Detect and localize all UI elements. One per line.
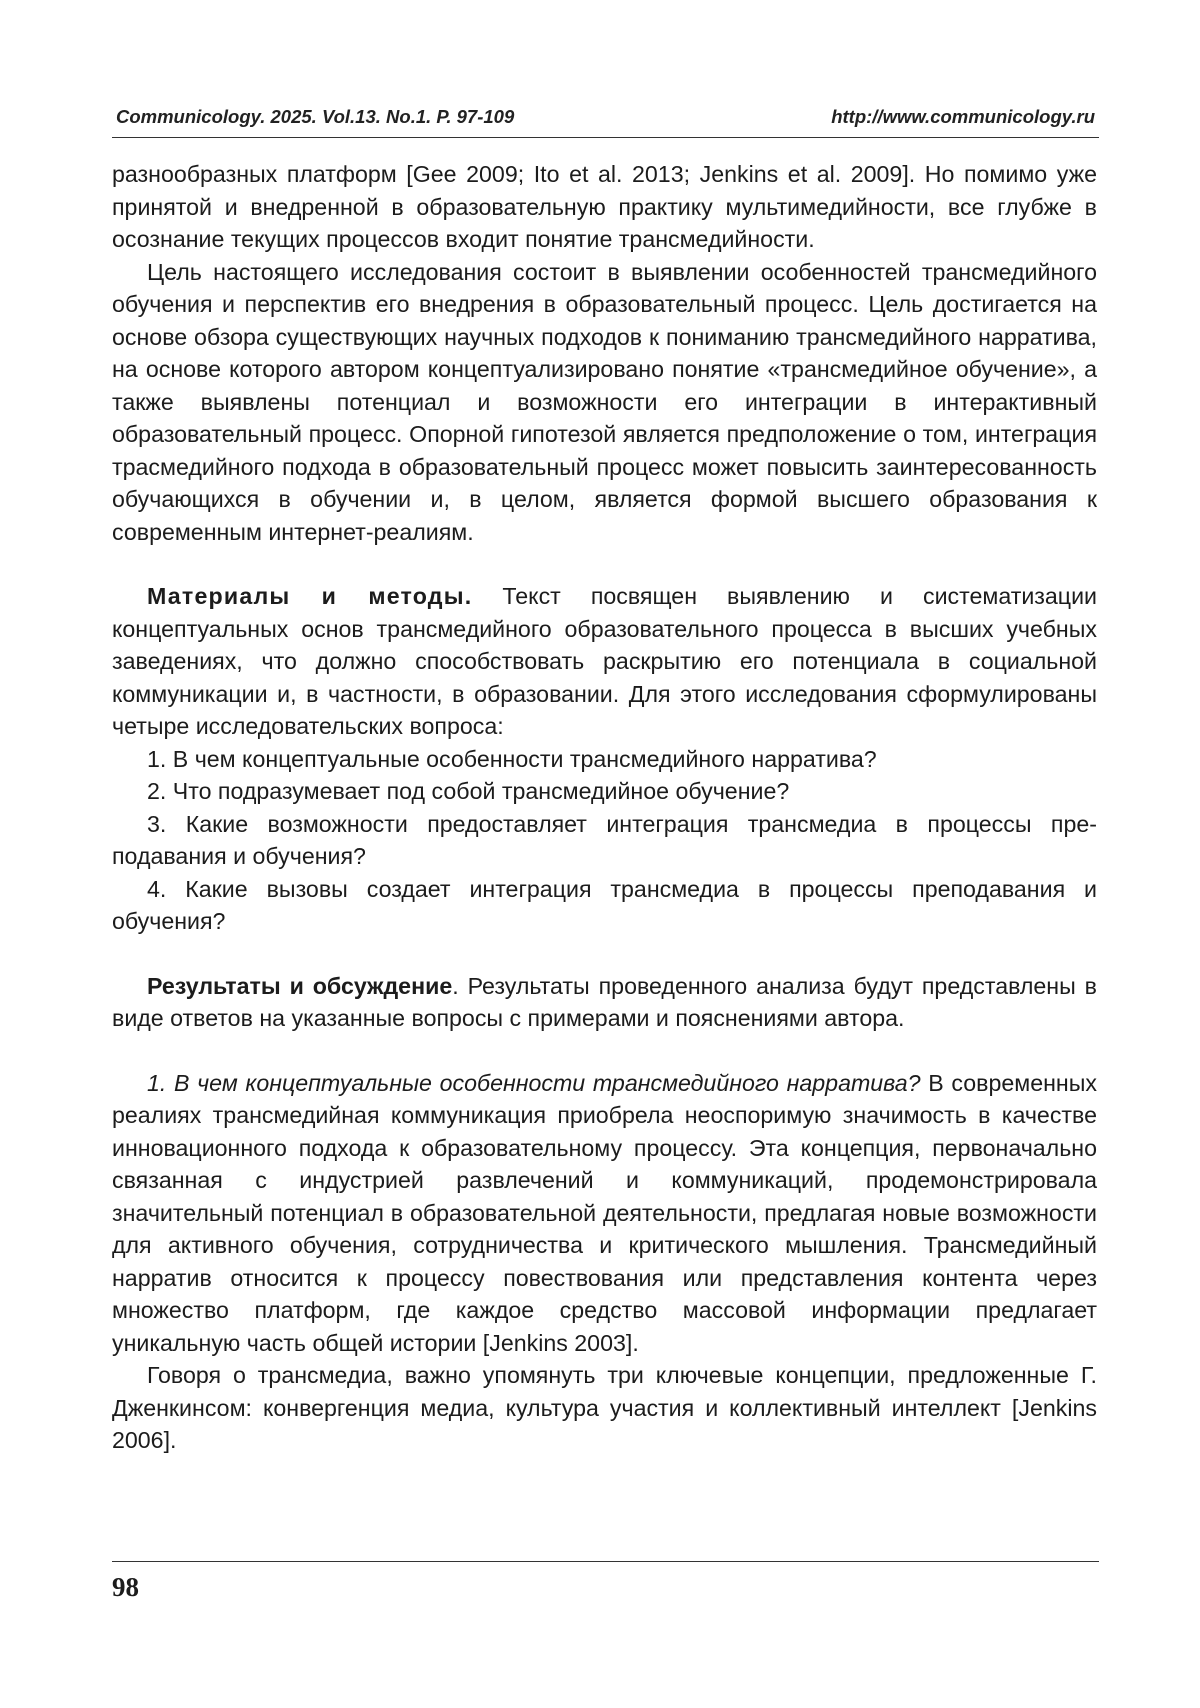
subsection-heading-question-1: 1. В чем концептуальные особенности трансмедийного нарратива?	[147, 1069, 921, 1096]
methods-text: Текст посвящен выявлению и систематизации концептуальных основ трансмедийного образовательного процесса в высших учебных заведениях, что должно способствовать раскрытию его потенциала в социальной коммуникации и, в частности, в образовании. Для этого исследования сформулированы четыре исследовательских вопроса:	[112, 583, 1097, 739]
section-heading-methods: Материалы и методы.	[147, 583, 473, 609]
page-number: 98	[112, 1572, 139, 1602]
paragraph-research-goal: Цель настоящего исследования состоит в выявлении особенностей трансмедийного обучения и перспектив его внедрения в образовательный процесс. Цель достигается на основе обзора существующих научных подходов к пониманию трансмедийного нарратива, на основе которого автором концептуализировано понятие «трансмедийное обучение», а также выявлены потенциал и возможности его интеграции в интерактивный образовательный процесс. Опорной гипотезой является предположение о том, интеграция трасмедийного подхода в образовательный процесс может повысить заинтересованность обучающихся в обучении и, в целом, является формой высшего образования к современным интернет-реалиям.	[112, 258, 1097, 545]
results-text: . Результаты проведенного анализа будут представлены в виде ответов на указанные вопросы с примерами и пояснениями автора.	[112, 972, 1097, 1031]
paragraph-intro-continuation: разнообразных платформ [Gee 2009; Ito et al. 2013; Jenkins et al. 2009]. Но помимо уже принятой и внедренной в образовательную практику мультимедийности, все глубже в осознание текущих процессов входит понятие трансмедийности.	[112, 161, 1097, 252]
running-header	[112, 106, 1097, 134]
header-rule	[112, 137, 1099, 138]
paragraph-jenkins-concepts: Говоря о трансмедиа, важно упомянуть три ключевые концепции, предложенные Г. Дженкинсом: конвергенция медиа, культура участия и коллективный интеллект [Jenkins 2006].	[112, 1362, 1097, 1453]
research-question-2: 2. Что подразумевает под собой трансмедийное обучение?	[147, 778, 790, 804]
section-gap	[112, 1035, 1097, 1067]
research-question-1: 1. В чем концептуальные особенности трансмедийного нарратива?	[147, 745, 877, 772]
paragraph-question-1-answer	[112, 1067, 1097, 1360]
research-question-4: 4. Какие вызовы создает интеграция трансмедиа в процессы преподавания и обучения?	[112, 875, 1097, 934]
question-1-answer-text: В современных реалиях трансмедийная коммуникация приобрела неоспоримую значимость в качестве инновационного подхода к образовательному процессу. Эта концепция, первоначально связанная с индустрией развлечений и коммуникаций, продемонстрировала значительный потенциал в образовательной деятельности, предлагая новые возможности для активного обучения, сотрудничества и критического мышления. Трансмедийный нарратив относится к процессу повествования или представления контента через множество платформ, где каждое средство массовой информации предлагает уникальную часть общей истории [Jenkins 2003].	[112, 1069, 1097, 1356]
article-body	[112, 158, 1097, 1457]
section-gap	[112, 548, 1097, 580]
footer-rule	[112, 1561, 1099, 1562]
section-heading-results: Результаты и обсуждение	[147, 972, 453, 999]
paragraph-methods	[112, 580, 1097, 743]
journal-url[interactable]: http://www.communicology.ru	[831, 106, 1095, 127]
research-question-3: 3. Какие возможности предоставляет интеграция трансмедиа в процессы преподавания и обучения?	[112, 810, 1097, 869]
paragraph-results	[112, 970, 1097, 1035]
section-gap	[112, 938, 1097, 970]
journal-citation: Communicology. 2025. Vol.13. No.1. P. 97-109	[116, 106, 515, 127]
